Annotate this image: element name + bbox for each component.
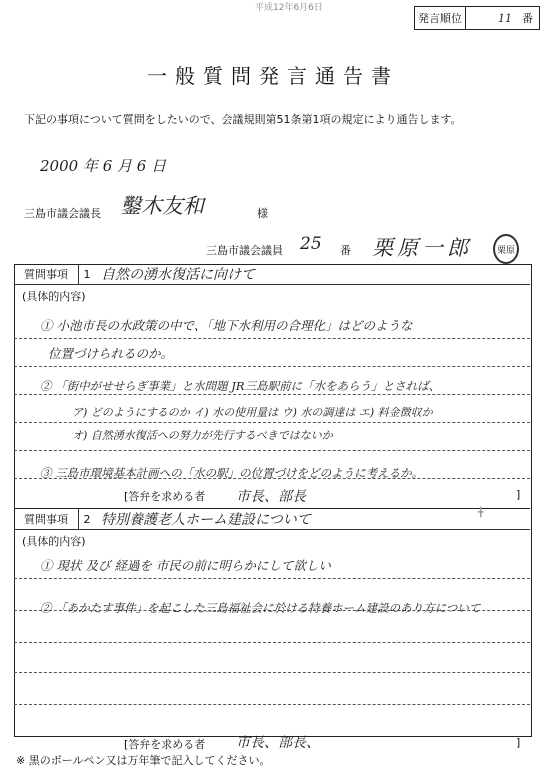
section-1-line-2: 位置づけられるのか。 bbox=[48, 346, 174, 361]
section-2-title: 特別養護老人ホーム建設について bbox=[101, 512, 311, 528]
ruled-line bbox=[14, 450, 530, 451]
section-2-line-1: ① 現状 及び 経過を 市民の前に明らかにして欲しい bbox=[40, 558, 331, 573]
chair-label: 三島市議会議長 bbox=[24, 207, 101, 220]
document-title: 一般質問発言通告書 bbox=[147, 64, 399, 88]
section-1-detail-label: (具体的内容) bbox=[22, 290, 86, 303]
speaking-order-value: 11 bbox=[498, 11, 512, 25]
ruled-line bbox=[14, 672, 530, 673]
member-name: 栗原一郎 bbox=[372, 236, 472, 260]
section-1-answer-close: ] bbox=[516, 488, 521, 501]
section-1-line-3: ② 「街中がせせらぎ事業」と水問題 JR三島駅前に「水をあらう」とされば、 bbox=[40, 379, 441, 393]
speaking-order-unit: 番 bbox=[522, 12, 533, 25]
section-2-detail-label: (具体的内容) bbox=[22, 535, 86, 548]
footer-note: ※ 黒のボールペン又は万年筆で記入してください。 bbox=[16, 754, 271, 767]
speaking-order-label: 発言順位 bbox=[415, 7, 466, 29]
section-2-header bbox=[14, 509, 530, 530]
section-1-line-6: ③ 三島市環境基本計画への「水の駅」の位置づけをどのように考えるか。 bbox=[40, 466, 424, 480]
ruled-line bbox=[14, 338, 530, 339]
section-1-key-label: 質問事項 bbox=[14, 264, 79, 284]
section-1-index: 1 bbox=[83, 267, 91, 281]
section-2-answer-label: [答弁を求める者 bbox=[124, 738, 206, 751]
ruled-line bbox=[14, 642, 530, 643]
speaking-order-value-cell bbox=[466, 7, 539, 29]
section-2-line-2: ② 「あかたす事件」を起こした三島福祉会に於ける特養ホーム建設のあり方について bbox=[40, 601, 481, 615]
speaking-order-box bbox=[414, 6, 540, 30]
member-label: 三島市議会議員 bbox=[206, 244, 283, 257]
section-1-answer-value: 市長、部長 bbox=[236, 489, 306, 505]
section-1-answer-label: [答弁を求める者 bbox=[124, 490, 206, 503]
member-number: 25 bbox=[300, 234, 322, 254]
section-2-index: 2 bbox=[83, 512, 91, 526]
chair-name: 鑿木友和 bbox=[120, 194, 204, 218]
intro-text: 下記の事項について質問をしたいので、会議規則第51条第1項の規定により通告します。 bbox=[24, 113, 462, 126]
section-2-answer-value: 市長、部長、 bbox=[236, 735, 320, 751]
margin-mark: ╋ bbox=[478, 508, 484, 518]
submission-date: 2000 年 6 月 6 日 bbox=[40, 157, 167, 175]
section-2-key-label: 質問事項 bbox=[14, 509, 79, 529]
ruled-line bbox=[14, 578, 530, 579]
section-1-title: 自然の湧水復活に向けて bbox=[101, 267, 255, 283]
received-stamp: 平成12年6月6日 bbox=[255, 3, 323, 13]
section-2-answer-close: ] bbox=[516, 736, 521, 749]
ruled-line bbox=[14, 366, 530, 367]
chair-honorific: 様 bbox=[257, 207, 268, 220]
ruled-line bbox=[14, 422, 530, 423]
section-1-line-5: オ) 自然湧水復活への努力が先行するべきではないか bbox=[72, 429, 333, 442]
ruled-line bbox=[14, 704, 530, 705]
personal-seal: 栗原 bbox=[493, 234, 519, 264]
section-1-line-1: ① 小池市長の水政策の中で、「地下水利用の合理化」はどのような bbox=[40, 318, 413, 333]
ruled-line bbox=[14, 394, 530, 395]
member-ban: 番 bbox=[340, 244, 351, 257]
section-1-line-4: ア) どのようにするのか イ) 水の使用量は ウ) 水の調達は エ) 料金徴収か bbox=[72, 406, 433, 419]
section-1-header bbox=[14, 264, 530, 285]
